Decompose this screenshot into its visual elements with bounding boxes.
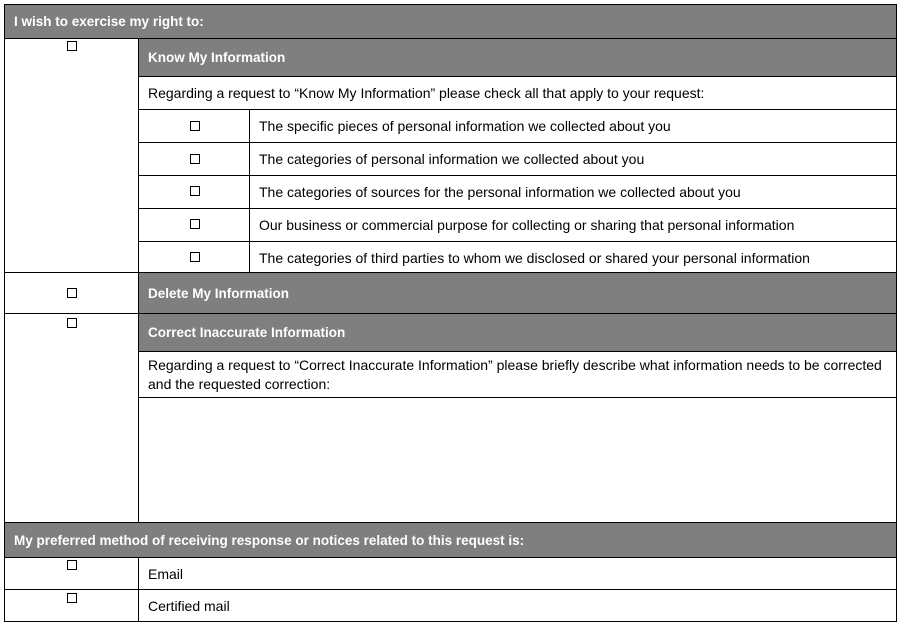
know-option-checkbox-3[interactable] xyxy=(190,186,200,196)
know-option-label-2: The categories of personal information we collected about you xyxy=(259,151,645,167)
correct-inaccurate-information-heading: Correct Inaccurate Information xyxy=(139,314,896,351)
know-option-label-5: The categories of third parties to whom we disclosed or shared your personal information xyxy=(259,249,810,266)
privacy-request-form xyxy=(4,4,897,622)
know-option-checkbox-2[interactable] xyxy=(190,154,200,164)
delete-my-information-checkbox[interactable] xyxy=(67,288,77,298)
correct-inaccurate-information-checkbox[interactable] xyxy=(67,318,77,328)
form-title: I wish to exercise my right to: xyxy=(5,5,896,38)
certified-mail-option-label: Certified mail xyxy=(148,597,230,614)
know-my-information-heading: Know My Information xyxy=(139,39,896,76)
correct-instruction: Regarding a request to “Correct Inaccurate Information” please briefly describe what information needs to be corrected and the requested correction: xyxy=(148,357,882,392)
certified-mail-checkbox[interactable] xyxy=(67,593,77,603)
know-option-label-4: Our business or commercial purpose for collecting or sharing that personal information xyxy=(259,217,795,233)
know-my-information-checkbox[interactable] xyxy=(67,41,77,51)
know-option-checkbox-5[interactable] xyxy=(190,252,200,262)
know-option-checkbox-4[interactable] xyxy=(190,219,200,229)
know-option-checkbox-1[interactable] xyxy=(190,121,200,131)
know-option-label-3: The categories of sources for the personal information we collected about you xyxy=(259,184,741,200)
delete-my-information-heading: Delete My Information xyxy=(139,273,896,313)
know-instruction: Regarding a request to “Know My Information” please check all that apply to your request: xyxy=(148,85,705,101)
preferred-method-heading: My preferred method of receiving response or notices related to this request is: xyxy=(5,523,896,557)
email-option-label: Email xyxy=(148,565,184,582)
email-checkbox[interactable] xyxy=(67,560,77,570)
correction-description-field[interactable] xyxy=(139,398,896,522)
know-option-label-1: The specific pieces of personal information we collected about you xyxy=(259,118,671,134)
